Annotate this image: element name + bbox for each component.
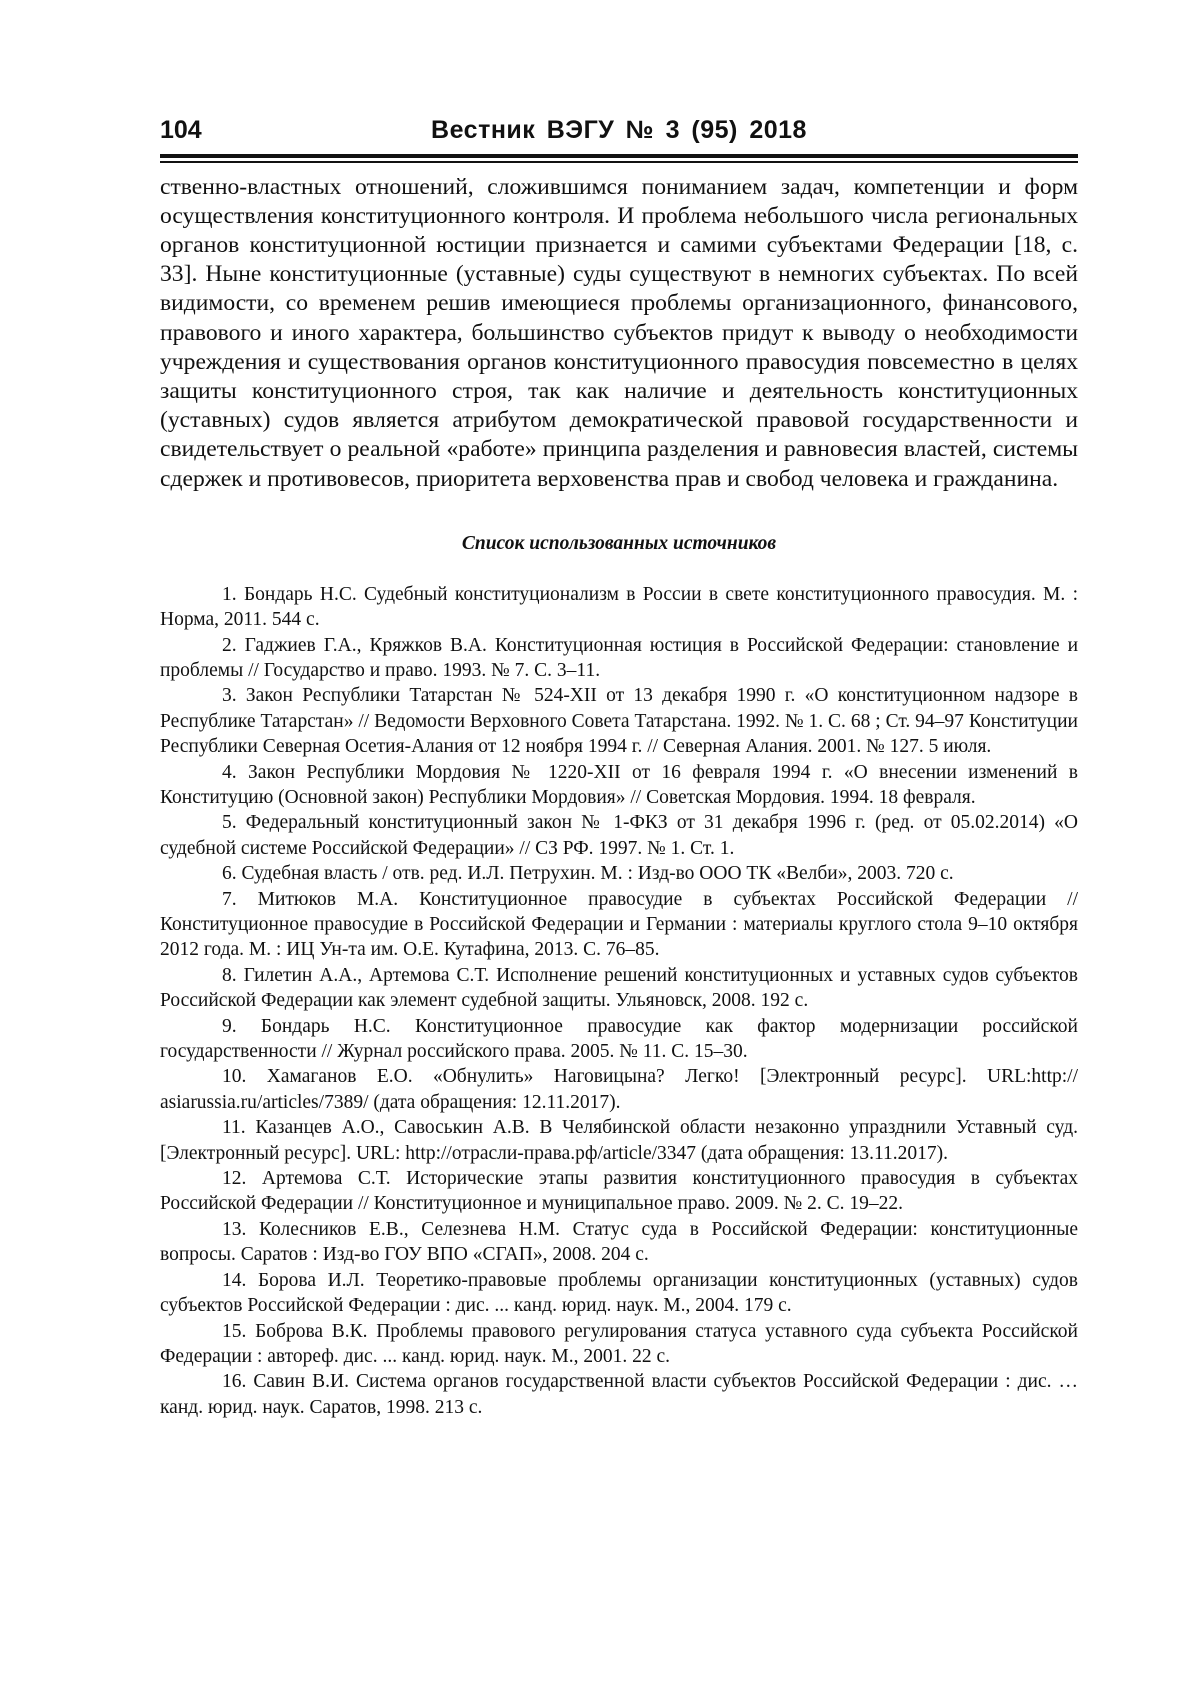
journal-title: Вестник ВЭГУ № 3 (95) 2018	[431, 116, 807, 144]
reference-item: 5. Федеральный конституционный закон № 1-ФКЗ от 31 декабря 1996 г. (ред. от 05.02.2014) «О судебной системе Российской Федерации» // СЗ РФ. 1997. № 1. Ст. 1.	[160, 812, 1078, 859]
reference-item: 11. Казанцев А.О., Савоськин А.В. В Челябинской области незаконно упразднили Уставный суд. [Электронный ресурс]. URL: http://отрасли-права.рф/article/3347 (дата обращения: 13.11.2017).	[160, 1117, 1078, 1164]
reference-item: 9. Бондарь Н.С. Конституционное правосудие как фактор модернизации российской государственности // Журнал российского права. 2005. № 11. С. 15–30.	[160, 1015, 1078, 1063]
reference-item: 3. Закон Республики Татарстан № 524-XII от 13 декабря 1990 г. «О конституционном надзоре в Республике Татарстан» // Ведомости Верховного Совета Татарстана. 1992. № 1. С. 68 ; Ст. 94–97 Конституции Республики Северная Осетия-Алания от 12 ноября 1994 г. // Северная Алания. 2001. № 127. 5 июля.	[160, 685, 1078, 758]
page-number: 104	[160, 116, 202, 144]
reference-item: 4. Закон Республики Мордовия № 1220-XII от 16 февраля 1994 г. «О внесении изменений в Конституцию (Основной закон) Республики Мордовия» // Советская Мордовия. 1994. 18 февраля.	[160, 761, 1078, 808]
reference-item: 1. Бондарь Н.С. Судебный конституционализм в России в свете конституционного правосудия. М. : Норма, 2011. 544 с.	[160, 583, 1078, 631]
reference-item: 15. Боброва В.К. Проблемы правового регулирования статуса уставного суда субъекта Российской Федерации : автореф. дис. ... канд. юрид. наук. М., 2001. 22 с.	[160, 1320, 1078, 1367]
header-rule-thin	[160, 161, 1078, 163]
reference-item: 16. Савин В.И. Система органов государственной власти субъектов Российской Федерации : дис. … канд. юрид. наук. Саратов, 1998. 213 с.	[160, 1371, 1078, 1418]
document-page	[160, 112, 1078, 1420]
reference-item: 7. Митюков М.А. Конституционное правосудие в субъектах Российской Федерации // Конституционное правосудие в Российской Федерации и Германии : материалы круглого стола 9–10 октября 2012 года. М. : ИЦ Ун-та им. О.Е. Кутафина, 2013. С. 76–85.	[160, 888, 1078, 961]
references-list	[160, 582, 1078, 1420]
reference-item: 13. Колесников Е.В., Селезнева Н.М. Статус суда в Российской Федерации: конституционные вопросы. Саратов : Изд-во ГОУ ВПО «СГАП», 2008. 204 с.	[160, 1218, 1078, 1266]
reference-item: 8. Гилетин А.А., Артемова С.Т. Исполнение решений конституционных и уставных судов субъектов Российской Федерации как элемент судебной защиты. Ульяновск, 2008. 192 с.	[160, 964, 1078, 1012]
references-title: Список использованных источников	[461, 532, 777, 554]
reference-item: 14. Борова И.Л. Теоретико-правовые проблемы организации конституционных (уставных) судов субъектов Российской Федерации : дис. ... канд. юрид. наук. М., 2004. 179 с.	[160, 1269, 1078, 1317]
running-header	[160, 112, 1078, 148]
reference-item: 10. Хамаганов Е.О. «Обнулить» Наговицына? Легко! [Электронный ресурс]. URL:http:// asiarussia.ru/articles/7389/ (дата обращения: 12.11.2017).	[160, 1066, 1078, 1113]
reference-item: 2. Гаджиев Г.А., Кряжков В.А. Конституционная юстиция в Российской Федерации: становление и проблемы // Государство и право. 1993. № 7. С. 3–11.	[160, 634, 1078, 681]
header-rule-thick	[160, 154, 1078, 158]
reference-item: 12. Артемова С.Т. Исторические этапы развития конституционного правосудия в субъектах Российской Федерации // Конституционное и муниципальное право. 2009. № 2. С. 19–22.	[160, 1168, 1078, 1215]
reference-item: 6. Судебная власть / отв. ред. И.Л. Петрухин. М. : Изд-во ООО ТК «Велби», 2003. 720 с.	[222, 863, 954, 885]
body-paragraph: ственно-властных отношений, сложившимся пониманием задач, компетенции и форм осуществления конституционного контроля. И проблема небольшого числа региональных органов конституционной юстиции признается и самими субъектами Федерации [18, с. 33]. Ныне конституционные (уставные) суды существуют в немногих субъектах. По всей видимости, со временем решив имеющиеся проблемы организационного, финансового, правового и иного характера, большинство субъектов придут к выводу о необходимости учреждения и существования органов конституционного правосудия повсеместно в целях защиты конституционного строя, так как наличие и деятельность конституционных (уставных) судов является атрибутом демократической правовой государственности и свидетельствует о реальной «работе» принципа разделения и равновесия властей, системы сдержек и противовесов, приоритета верховенства прав и свобод человека и гражданина.	[160, 173, 1078, 492]
